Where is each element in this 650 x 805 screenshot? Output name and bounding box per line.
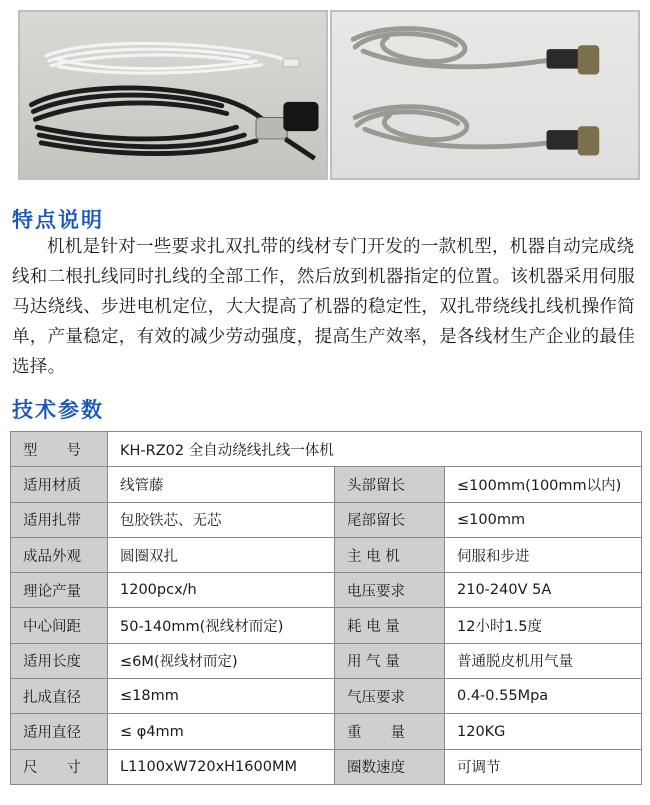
- black-plug: [283, 102, 318, 131]
- spec-label: 尾部留长: [335, 502, 445, 537]
- model-value: KH-RZ02 全自动绕线扎线一体机: [108, 432, 642, 467]
- spec-label: 适用扎带: [11, 502, 108, 537]
- table-row: [11, 679, 642, 714]
- spec-label: 主 电 机: [335, 537, 445, 572]
- metal-fitting-top: [578, 45, 599, 74]
- spec-label: 中心间距: [11, 608, 108, 643]
- spec-label: 尺 寸: [11, 749, 108, 784]
- table-row: [11, 467, 642, 502]
- sensor-cables-illustration: [332, 12, 638, 178]
- connector-top: [547, 49, 582, 69]
- connector-bottom: [547, 130, 582, 150]
- spec-label: 适用直径: [11, 714, 108, 749]
- spec-label: 用 气 量: [335, 643, 445, 678]
- feature-description: 机机是针对一些要求扎双扎带的线材专门开发的一款机型，机器自动完成绕线和二根扎线同时扎线的全部工作，然后放到机器指定的位置。该机器采用伺服马达绕线、步进电机定位，大大提高了机器的稳定性，双扎带绕线扎线机操作简单，产量稳定，有效的减少劳动强度，提高生产效率，是各线材生产企业的最佳选择。: [12, 237, 635, 377]
- photo-coiled-power-cables: [18, 10, 328, 180]
- spec-value: 包胶铁芯、无芯: [108, 502, 335, 537]
- table-row: [11, 749, 642, 784]
- feature-heading: 特点说明: [12, 208, 104, 232]
- spec-value: 伺服和步进: [445, 537, 642, 572]
- table-row: [11, 502, 642, 537]
- white-plug: [283, 59, 299, 67]
- spec-value: ≤6M(视线材而定): [108, 643, 335, 678]
- photo-gray-sensor-cables: [330, 10, 640, 180]
- model-label: 型 号: [11, 432, 108, 467]
- table-row: [11, 573, 642, 608]
- spec-value: 可调节: [445, 749, 642, 784]
- spec-table: [10, 431, 642, 785]
- spec-value: 0.4-0.55Mpa: [445, 679, 642, 714]
- spec-label: 电压要求: [335, 573, 445, 608]
- spec-value: 1200pcx/h: [108, 573, 335, 608]
- spec-value: 普通脱皮机用气量: [445, 643, 642, 678]
- table-row-model: [11, 432, 642, 467]
- metal-fitting-bottom: [578, 126, 599, 155]
- spec-value: ≤18mm: [108, 679, 335, 714]
- table-row: [11, 714, 642, 749]
- spec-value: ≤100mm: [445, 502, 642, 537]
- spec-value: 210-240V 5A: [445, 573, 642, 608]
- spec-value: 120KG: [445, 714, 642, 749]
- spec-value: 圆圈双扎: [108, 537, 335, 572]
- spec-label: 头部留长: [335, 467, 445, 502]
- table-row: [11, 537, 642, 572]
- product-photos: [0, 0, 650, 192]
- table-row: [11, 643, 642, 678]
- spec-label: 成品外观: [11, 537, 108, 572]
- spec-label: 适用长度: [11, 643, 108, 678]
- specs-heading: 技术参数: [12, 398, 104, 422]
- spec-value: 12小时1.5度: [445, 608, 642, 643]
- spec-value: ≤100mm(100mm以内): [445, 467, 642, 502]
- metal-connector: [256, 117, 287, 138]
- spec-label: 耗 电 量: [335, 608, 445, 643]
- spec-label: 重 量: [335, 714, 445, 749]
- spec-label: 圈数速度: [335, 749, 445, 784]
- spec-value: L1100xW720xH1600MM: [108, 749, 335, 784]
- table-row: [11, 608, 642, 643]
- spec-label: 扎成直径: [11, 679, 108, 714]
- spec-value: 50-140mm(视线材而定): [108, 608, 335, 643]
- spec-value: ≤ φ4mm: [108, 714, 335, 749]
- spec-label: 理论产量: [11, 573, 108, 608]
- spec-value: 线管藤: [108, 467, 335, 502]
- spec-label: 适用材质: [11, 467, 108, 502]
- coiled-cables-illustration: [20, 12, 326, 178]
- spec-label: 气压要求: [335, 679, 445, 714]
